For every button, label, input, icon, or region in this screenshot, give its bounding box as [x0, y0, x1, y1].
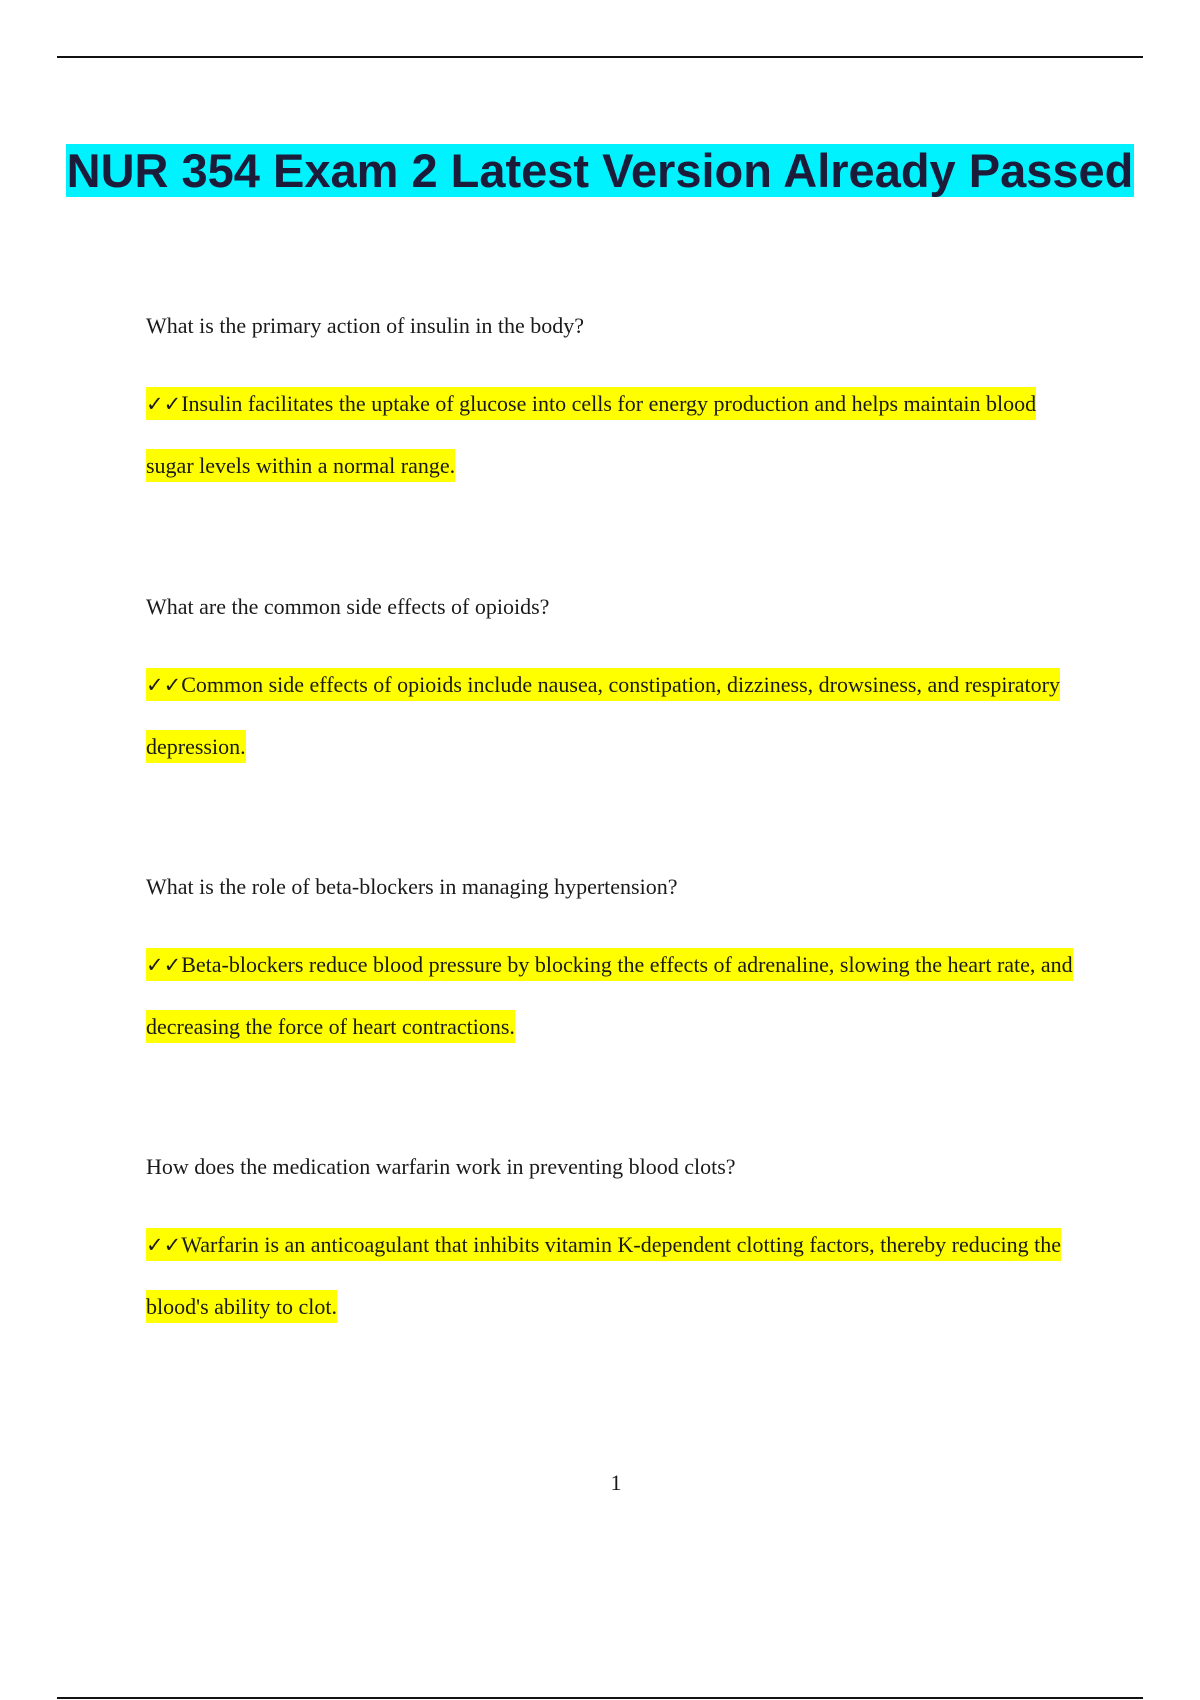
page-number: 1	[610, 1470, 622, 1495]
document-title	[0, 143, 1200, 198]
double-check-icon: ✓✓	[146, 1233, 182, 1257]
qa-item	[146, 1154, 1086, 1337]
footer-rule	[57, 1697, 1143, 1699]
answer-body: Beta-blockers reduce blood pressure by blocking the effects of adrenaline, slowing the heart rate, and decreasing the force of heart contractions.	[146, 952, 1073, 1039]
answer-body: Common side effects of opioids include nausea, constipation, dizziness, drowsiness, and respiratory depression.	[146, 672, 1060, 759]
question-text: What is the primary action of insulin in the body?	[146, 313, 585, 338]
question-text: How does the medication warfarin work in preventing blood clots?	[146, 1154, 736, 1179]
answer-text	[146, 934, 1086, 1057]
answer-body: Warfarin is an anticoagulant that inhibits vitamin K-dependent clotting factors, thereby reducing the blood's ability to clot.	[146, 1232, 1061, 1319]
answer-text	[146, 373, 1086, 496]
qa-item	[146, 874, 1086, 1057]
qa-item	[146, 313, 1086, 496]
double-check-icon: ✓✓	[146, 392, 182, 416]
header-rule	[57, 56, 1143, 58]
title-highlight: NUR 354 Exam 2 Latest Version Already Passed	[66, 144, 1134, 197]
qa-item	[146, 594, 1086, 777]
answer-text	[146, 654, 1086, 777]
double-check-icon: ✓✓	[146, 673, 182, 697]
answer-highlight	[146, 387, 1036, 482]
answer-body: Insulin facilitates the uptake of glucose into cells for energy production and helps maintain blood sugar levels within a normal range.	[146, 391, 1037, 478]
double-check-icon: ✓✓	[146, 953, 182, 977]
answer-text	[146, 1214, 1086, 1337]
answer-highlight	[146, 948, 1073, 1043]
question-text: What is the role of beta-blockers in managing hypertension?	[146, 874, 678, 899]
answer-highlight	[146, 1228, 1061, 1323]
question-text: What are the common side effects of opioids?	[146, 594, 550, 619]
answer-highlight	[146, 668, 1060, 763]
